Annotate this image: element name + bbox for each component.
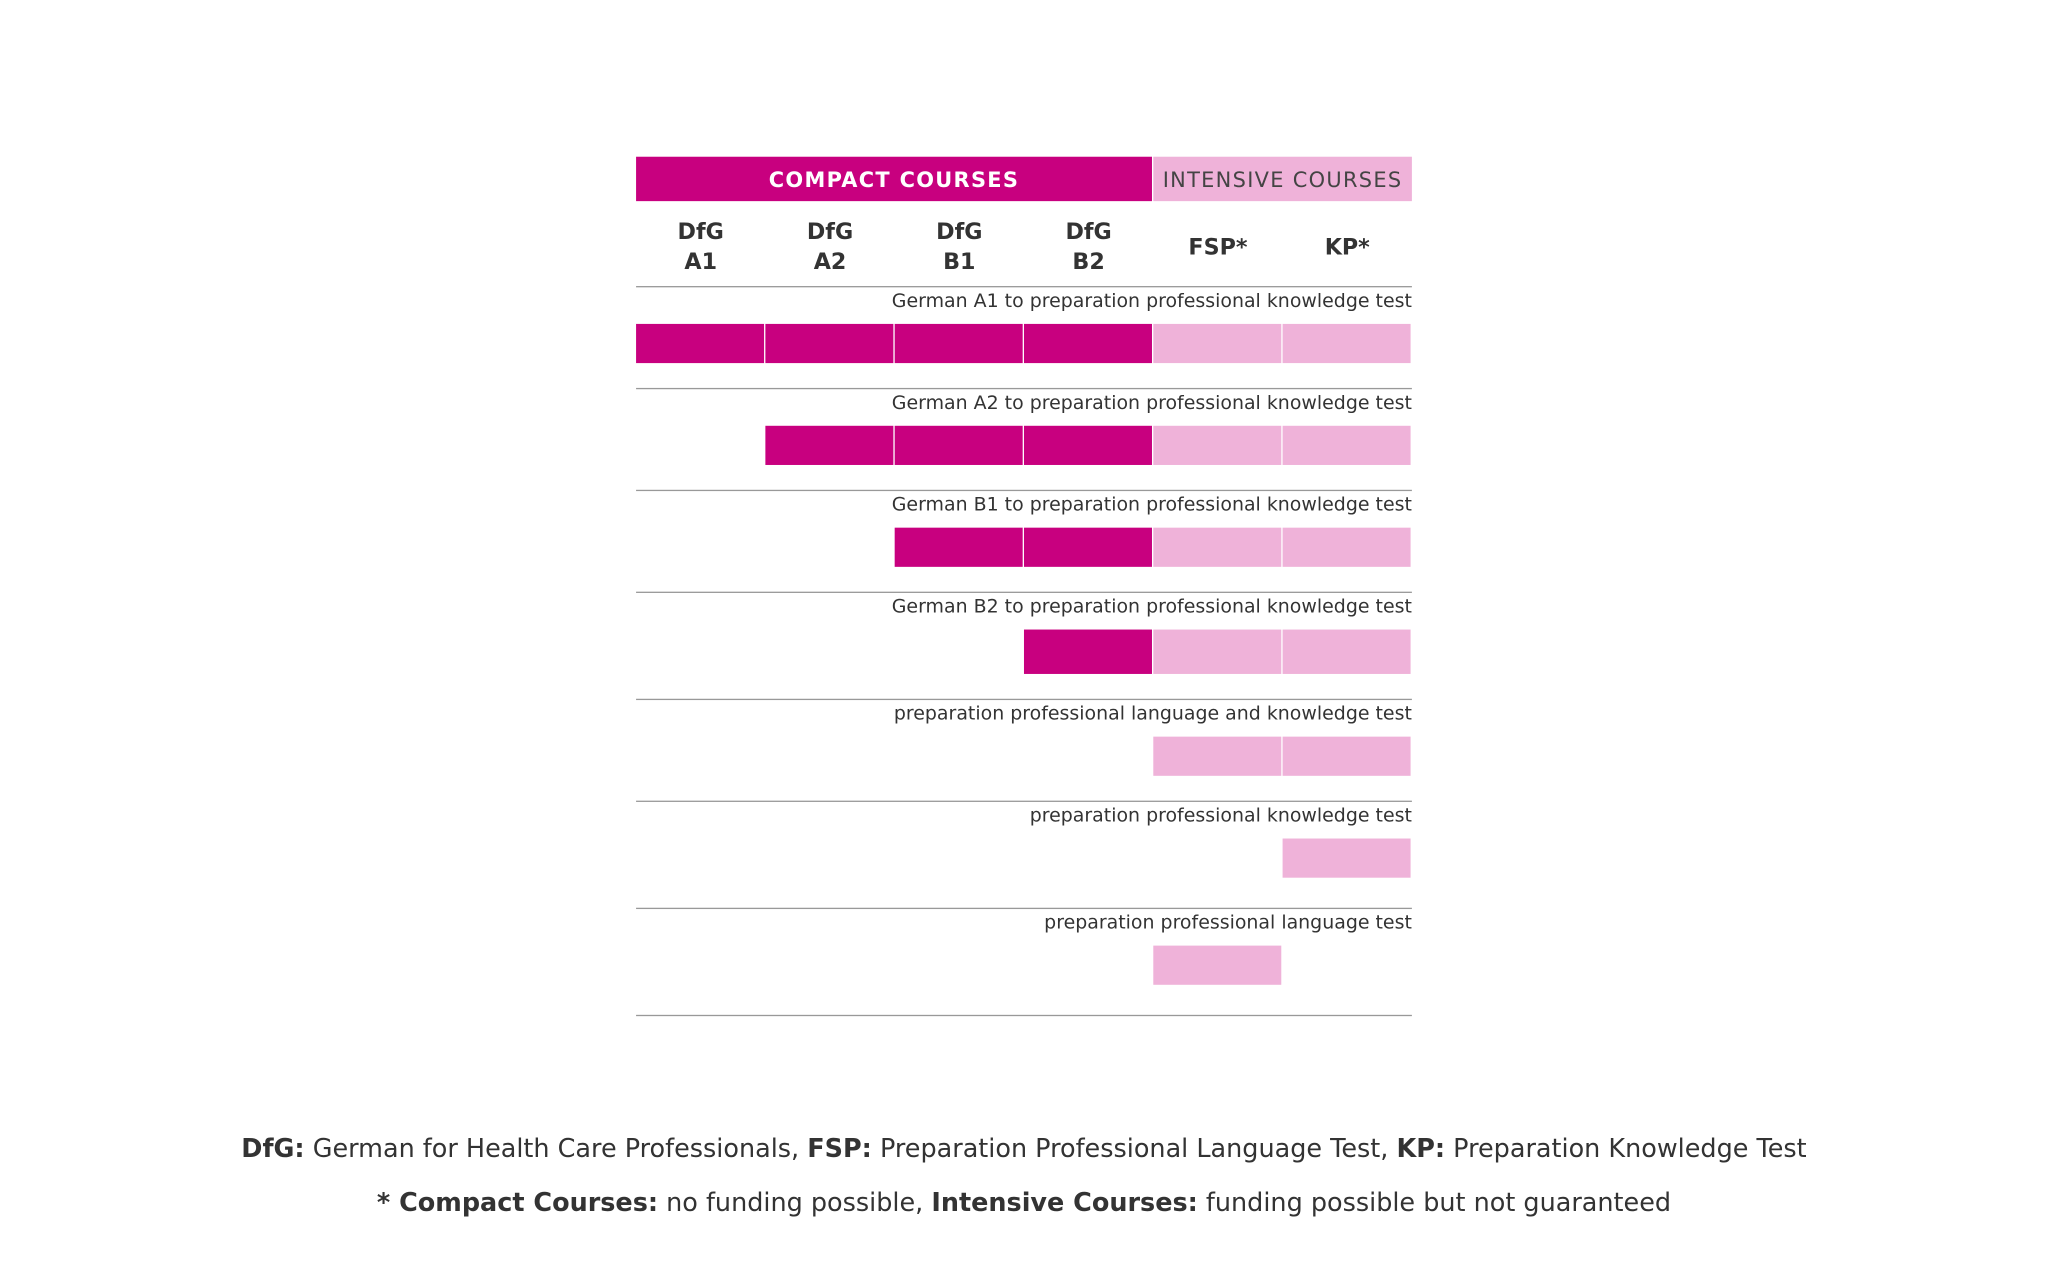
column-labels: [636, 212, 1412, 285]
intensive-course-cell: [1153, 528, 1281, 567]
intensive-course-cell: [1153, 426, 1281, 465]
column-label: [1024, 212, 1153, 285]
intensive-course-cell: [1283, 737, 1411, 776]
row-divider: [636, 908, 1412, 909]
compact-course-cell: [895, 528, 1023, 567]
column-label-line2: A1: [684, 249, 718, 276]
row-label: German B1 to preparation professional knowledge test: [891, 495, 1412, 516]
row-divider: [636, 592, 1412, 593]
column-label-line2: B2: [1072, 249, 1105, 276]
intensive-course-cell: [1283, 630, 1411, 674]
funding-note: [0, 1187, 2048, 1217]
column-label-line1: DfG: [677, 219, 724, 246]
row-divider: [636, 801, 1412, 802]
row-label: German A2 to preparation professional knowledge test: [891, 393, 1412, 415]
intensive-courses-header: INTENSIVE COURSES: [1153, 157, 1412, 201]
column-label: [1283, 212, 1412, 285]
compact-courses-header: COMPACT COURSES: [636, 157, 1152, 201]
column-label-line1: KP*: [1324, 234, 1370, 261]
row-label: preparation professional language and knowledge test: [893, 703, 1412, 725]
row-label: German A1 to preparation professional knowledge test: [891, 291, 1412, 313]
column-label-line1: DfG: [1065, 219, 1112, 246]
column-label-line1: DfG: [806, 219, 854, 246]
fsp-text: Preparation Professional Language Test,: [871, 1133, 1397, 1164]
kp-key: KP:: [1396, 1133, 1446, 1164]
intensive-course-cell: [1153, 737, 1281, 776]
dfg-text: German for Health Care Professionals,: [304, 1133, 808, 1164]
column-label-line1: FSP*: [1188, 234, 1248, 261]
compact-course-cell: [636, 324, 764, 363]
intensive-course-cell: [1283, 528, 1411, 567]
intensive-course-cell: [1283, 839, 1411, 878]
dfg-key: DfG:: [241, 1133, 305, 1164]
compact-course-cell: [895, 324, 1023, 363]
column-label: [895, 212, 1024, 285]
compact-course-cell: [895, 426, 1023, 465]
column-label: [1153, 212, 1282, 285]
row-divider: [636, 388, 1412, 389]
column-label-line1: DfG: [936, 219, 983, 246]
column-label: [636, 212, 765, 285]
compact-course-cell: [765, 324, 893, 363]
row-label: German B2 to preparation professional knowledge test: [891, 596, 1412, 618]
compact-text: no funding possible,: [658, 1187, 932, 1218]
intensive-course-cell: [1153, 946, 1281, 985]
intensive-course-cell: [1153, 630, 1281, 674]
intensive-text: funding possible but not guaranteed: [1197, 1187, 1672, 1218]
row-label: preparation professional language test: [1044, 912, 1412, 934]
fsp-key: FSP:: [807, 1133, 872, 1164]
intensive-course-cell: [1283, 324, 1411, 363]
intensive-course-cell: [1153, 324, 1281, 363]
intensive-course-cell: [1283, 426, 1411, 465]
kp-text: Preparation Knowledge Test: [1445, 1133, 1807, 1164]
row-divider: [636, 286, 1412, 287]
row-divider: [636, 699, 1412, 700]
column-label: [765, 212, 894, 285]
intensive-key: Intensive Courses:: [931, 1187, 1198, 1218]
abbreviation-legend: [0, 1134, 2048, 1164]
row-label: preparation professional knowledge test: [1029, 805, 1412, 827]
compact-course-cell: [1024, 630, 1152, 674]
row-divider: [636, 1015, 1412, 1016]
course-type-header: [636, 157, 1412, 201]
column-label-line2: B1: [943, 249, 976, 276]
compact-course-cell: [1024, 324, 1152, 363]
compact-course-cell: [1024, 528, 1152, 567]
row-divider: [636, 490, 1412, 491]
column-label-line2: A2: [813, 249, 847, 276]
compact-course-cell: [765, 426, 893, 465]
compact-course-cell: [1024, 426, 1152, 465]
compact-key: * Compact Courses:: [376, 1187, 659, 1218]
